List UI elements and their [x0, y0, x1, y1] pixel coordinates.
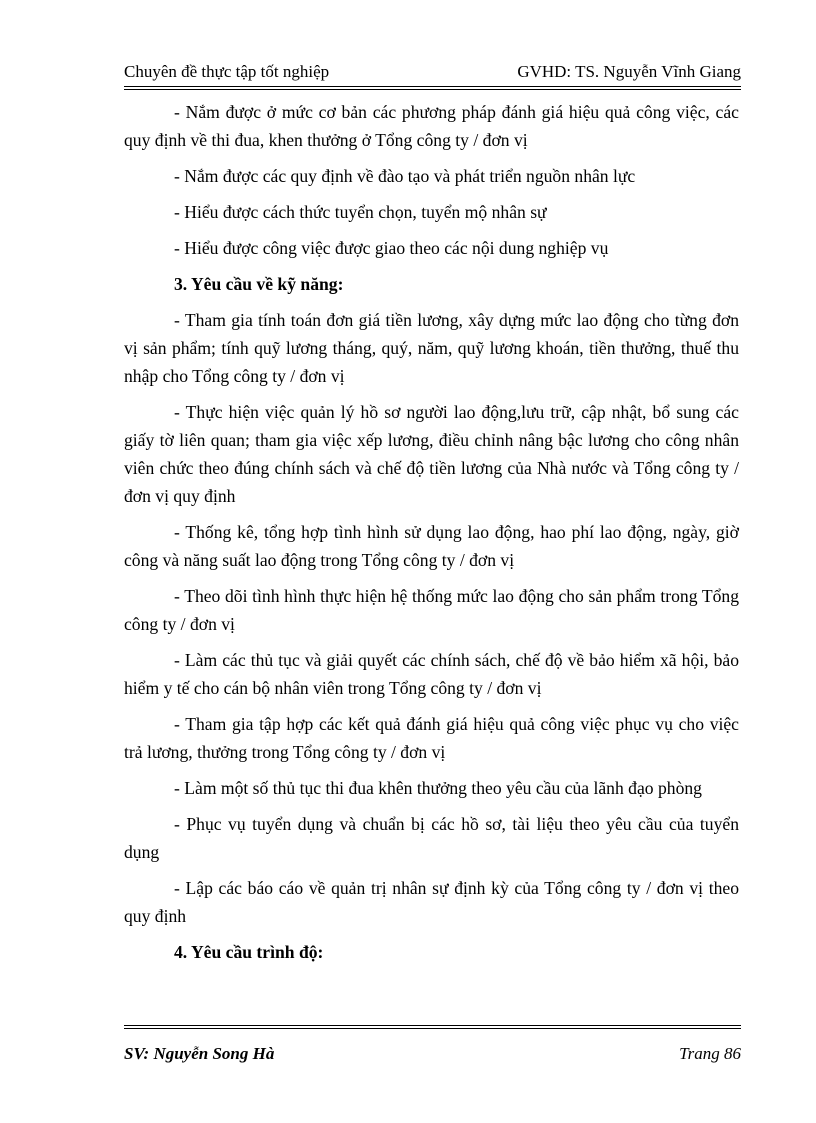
section-heading-3: 3. Yêu cầu về kỹ năng:	[174, 274, 344, 294]
paragraph-4: - Hiểu được công việc được giao theo các nội dung nghiệp vụ	[174, 238, 609, 258]
paragraph-1: - Nắm được ở mức cơ bản các phương pháp đánh giá hiệu quả công việc, các quy định về thi đua, khen thưởng ở Tổng công ty / đơn vị	[124, 102, 739, 150]
page-footer	[124, 1044, 741, 1064]
paragraph-13: - Lập các báo cáo về quản trị nhân sự định kỳ của Tổng công ty / đơn vị theo quy định	[124, 878, 739, 926]
paragraph-11: - Làm một số thủ tục thi đua khên thưởng theo yêu cầu của lãnh đạo phòng	[174, 778, 702, 798]
header-advisor: GVHD: TS. Nguyễn Vĩnh Giang	[517, 62, 741, 81]
paragraph-7: - Thống kê, tổng hợp tình hình sử dụng lao động, hao phí lao động, ngày, giờ công và năng suất lao động trong Tổng công ty / đơn vị	[124, 522, 739, 570]
page-header	[124, 56, 741, 82]
section-heading-4: 4. Yêu cầu trình độ:	[174, 942, 324, 962]
paragraph-8: - Theo dõi tình hình thực hiện hệ thống mức lao động cho sản phẩm trong Tổng công ty / đơn vị	[124, 586, 739, 634]
footer-rule-bottom	[124, 1028, 741, 1029]
footer-author: SV: Nguyễn Song Hà	[124, 1044, 275, 1063]
header-rule-bottom	[124, 89, 741, 90]
paragraph-10: - Tham gia tập hợp các kết quả đánh giá hiệu quả công việc phục vụ cho việc trả lương, thưởng trong Tổng công ty / đơn vị	[124, 714, 739, 762]
header-rule-top	[124, 86, 741, 87]
footer-rule-top	[124, 1025, 741, 1026]
paragraph-12: - Phục vụ tuyển dụng và chuẩn bị các hồ sơ, tài liệu theo yêu cầu của tuyển dụng	[124, 814, 739, 862]
paragraph-2: - Nắm được các quy định về đào tạo và phát triển nguồn nhân lực	[174, 166, 636, 186]
paragraph-5: - Tham gia tính toán đơn giá tiền lương, xây dựng mức lao động cho từng đơn vị sản phẩm; tính quỹ lương tháng, quý, năm, quỹ lương khoán, tiền thưởng, thuế thu nhập cho Tổng công ty / đơn vị	[124, 310, 739, 386]
page-body	[124, 98, 739, 974]
paragraph-9: - Làm các thủ tục và giải quyết các chính sách, chế độ về bảo hiểm xã hội, bảo hiểm y tế cho cán bộ nhân viên trong Tổng công ty / đơn vị	[124, 650, 739, 698]
footer-page-number: Trang 86	[679, 1044, 741, 1063]
header-title: Chuyên đề thực tập tốt nghiệp	[124, 62, 330, 81]
paragraph-6: - Thực hiện việc quản lý hồ sơ người lao động,lưu trữ, cập nhật, bổ sung các giấy tờ liên quan; tham gia việc xếp lương, điều chỉnh nâng bậc lương cho công nhân viên chức theo đúng chính sách và chế độ tiền lương của Nhà nước và Tổng công ty / đơn vị quy định	[124, 402, 739, 506]
paragraph-3: - Hiểu được cách thức tuyển chọn, tuyển mộ nhân sự	[174, 202, 547, 222]
